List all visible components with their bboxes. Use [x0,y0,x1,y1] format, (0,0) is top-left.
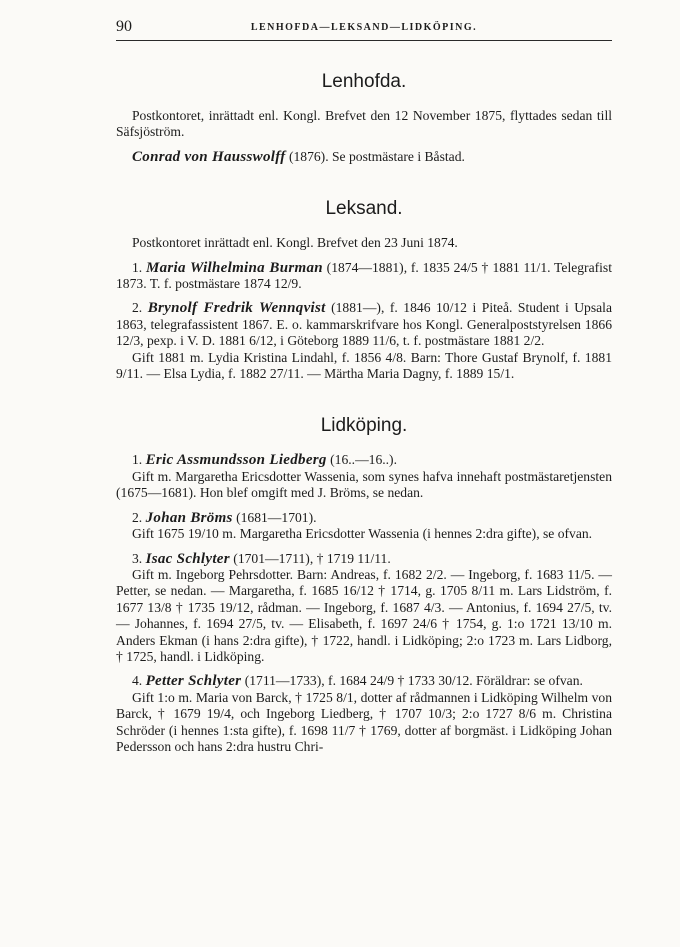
entry-text: (1701—1711), † 1719 11/11. [229,550,391,566]
entry-text: (1874—1881), f. 1835 24/5 † 1881 11/1. Telegrafist 1873. T. f. postmästare 1874 12/9. [116,259,612,292]
entry-text: (1711—1733), f. 1684 24/9 † 1733 30/12. Föräldrar: se ofvan. [241,673,583,689]
person-name: Johan Bröms [145,509,233,526]
leksand-entry-2: 2. Brynolf Fredrik Wennqvist (1881—), f. 1846 10/12 i Piteå. Student i Upsala 1863, telegrafassistent 1867. E. o. kammarskrifvare hos Kongl. Generalpoststyrelsen 1866 12/3, pexp. i V. D. 1881 6/12, i Göteborg 1889 11/6, t. f. postmästare 1881 2/2. [116,300,612,349]
leksand-entry-1: 1. Maria Wilhelmina Burman (1874—1881), f. 1835 24/5 † 1881 11/1. Telegrafist 1873. T. f. postmästare 1874 12/9. [116,259,612,292]
person-name: Eric Assmundsson Liedberg [145,452,327,469]
person-name: Isac Schlyter [145,550,230,567]
lidkoping-entry-2: 2. Johan Bröms (1681—1701). [132,509,317,526]
section-title-leksand: Leksand. [325,198,403,220]
leksand-intro: Postkontoret inrättadt enl. Kongl. Brefvet den 23 Juni 1874. [132,235,458,251]
lidkoping-entry-1-family: Gift m. Margaretha Ericsdotter Wassenia, som synes hafva innehaft postmästaretjensten (1675—1681). Hon blef omgift med J. Bröms, se nedan. [116,468,612,501]
entry-text: (16..—16..). [326,452,397,468]
page-number: 90 [116,18,132,35]
lenhofda-entry-1 [116,149,612,165]
lidkoping-entry-3-family: Gift m. Ingeborg Pehrsdotter. Barn: Andreas, f. 1682 2/2. — Ingeborg, f. 1683 11/5. — Petter, se nedan. — Margaretha, f. 1685 16/12 † 1714, g. 1705 8/11 m. Lars Lidström, f. 1677 13/8 † 1735 19/12, rådman. — Ingeborg, f. 1687 4/3. — Antonius, f. 1694 27/5, tv. — Johannes, f. 1694 27/5, tv. — Elisabeth, f. 1697 24/6 † 1754, g. 1:o 1721 13/10 m. Anders Ekman (i hans 2:dra gifte), † 1722, handl. i Lidköping; 2:o 1723 m. Lars Lidborg, † 1725, handl. i Lidköping. [116,566,612,664]
leksand-entry-2-family: Gift 1881 m. Lydia Kristina Lindahl, f. 1856 4/8. Barn: Thore Gustaf Brynolf, f. 1881 9/11. — Elsa Lydia, f. 1882 27/11. — Märtha Maria Dagny, f. 1889 15/1. [116,349,612,382]
running-title: LENHOFDA—LEKSAND—LIDKÖPING. [250,22,478,33]
person-name: Petter Schlyter [145,673,242,690]
page-content [116,40,612,755]
lidkoping-entry-4-family: Gift 1:o m. Maria von Barck, † 1725 8/1, dotter af rådmannen i Lidköping Wilhelm von Barck, † 1679 19/4, och Ingeborg Liedberg, † 1707 10/3; 2:o 1727 8/6 m. Christina Schröder (i hennes 1:sta gifte), f. 1698 11/7 † 1769, dotter af borgmäst. i Lidköping Johan Pedersson och hans 2:dra hustru Chri- [116,689,612,754]
person-name: Conrad von Hausswolff [132,148,286,165]
lidkoping-entry-2-family: Gift 1675 19/10 m. Margaretha Ericsdotter Wassenia (i hennes 2:dra gifte), se ofvan. [132,526,593,542]
running-header [116,18,612,41]
lidkoping-entry-4: 4. Petter Schlyter (1711—1733), f. 1684 24/9 † 1733 30/12. Föräldrar: se ofvan. [132,673,583,690]
entry-text: (1876). Se postmästare i Båstad. [285,148,465,164]
lidkoping-entry-1: 1. Eric Assmundsson Liedberg (16..—16..). [132,452,397,469]
person-name: Maria Wilhelmina Burman [145,259,323,276]
entry-text: (1681—1701). [232,509,317,525]
person-name: Brynolf Fredrik Wennqvist [147,300,326,317]
section-title-lenhofda: Lenhofda. [321,71,407,92]
lidkoping-entry-3: 3. Isac Schlyter (1701—1711), † 1719 11/11. [132,550,391,567]
section-title-lidkoping: Lidköping. [320,415,408,437]
entry-text: (1881—), f. 1846 10/12 i Piteå. Student i Upsala 1863, telegrafassistent 1867. E. o. kammarskrifvare hos Kongl. Generalpoststyrelsen 1866 12/3, pexp. i V. D. 1881 6/12, i Göteborg 1889 11/6, t. f. postmästare 1881 2/2. [116,300,612,349]
lenhofda-intro: Postkontoret, inrättadt enl. Kongl. Brefvet den 12 November 1875, flyttades sedan till Säfsjöström. [116,108,612,140]
